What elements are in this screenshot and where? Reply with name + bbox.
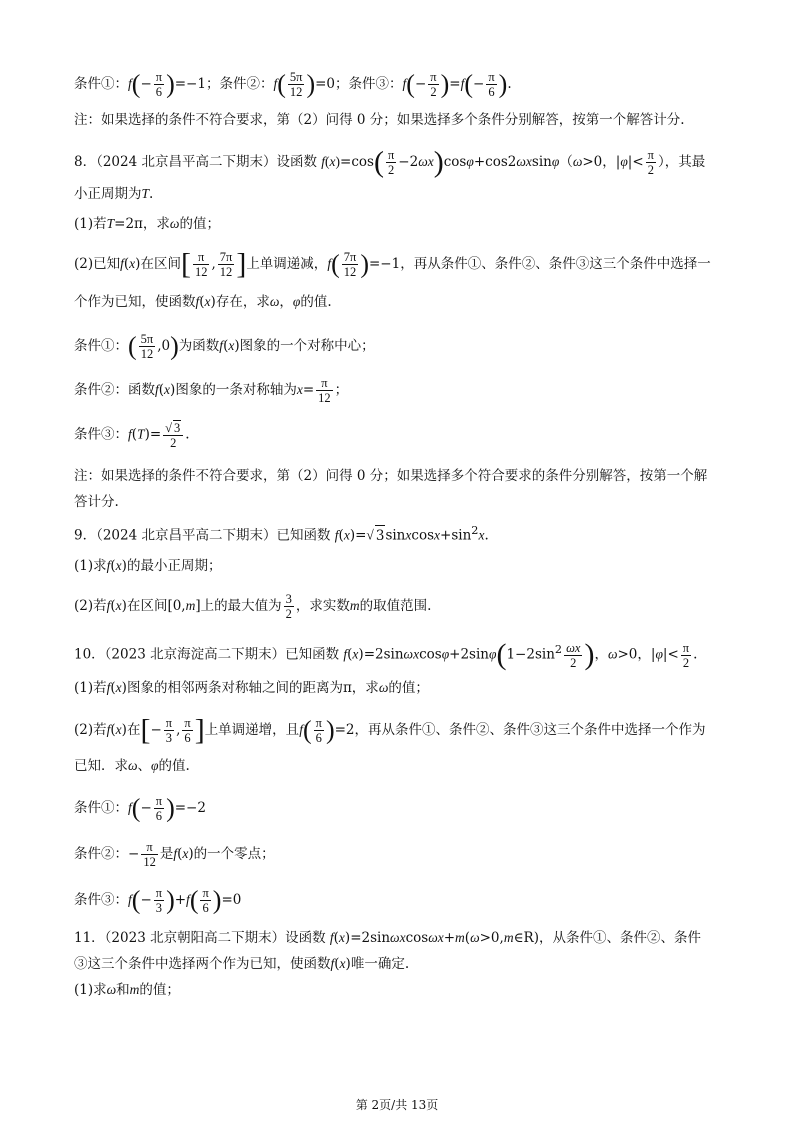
text-line: (2)若f(x)在区间[0,m]上的最大值为 $\frac{3}{2}$ ，求实数m的取值范围. [74, 592, 432, 621]
text-line: (1)若f(x)图象的相邻两条对称轴之间的距离为π，求ω的值； [74, 680, 429, 696]
question-9-header: 9．（2024 北京昌平高二下期末）已知函数 f(x)=√ $3sinxcosx+\sin^2x$. [74, 524, 489, 544]
note-text: 注：如果选择的条件不符合要求，第（2）问得 0 分；如果选择多个条件分别解答，按第一个解答计分. [74, 112, 685, 128]
text-line: 条件②：函数f(x)图象的一条对称轴为x= $\frac{\pi}{12}$ ； [74, 376, 349, 405]
text-line: ③这三个条件中选择两个作为已知，使函数f(x)唯一确定. [74, 956, 410, 972]
text-line: (2)已知f(x)在区间[ $\frac{\pi}{12}$ , $\frac{7\pi}{12}$ ]上单调递减，f( $\frac{7\pi}{12}$ )=−1，再从条件①、条件②、条件③这三个条件中选择一 [74, 247, 711, 281]
text-line: 条件①：f(− $\frac{\pi}{6}$ )=−1；条件②：f( $\frac{5\pi}{12}$ )=0；条件③：f(− $\frac{\pi}{2}$ )=f(− $\frac{\pi}{6}$ ). [74, 69, 512, 99]
question-10-header: 10．（2023 北京海淀高二下期末）已知函数 $f(x)=2\sin\omega xcos\varphi+2\sin\varphi(1-2\sin^2$ $\frac{\omega x}{2}$ )，ω>0，|φ|< $\frac{\pi}{2}$ . [74, 638, 698, 671]
text-line: 已知．求ω、φ的值. [74, 758, 190, 774]
note-text: 答计分. [74, 494, 119, 510]
text-line: 条件①：f(− $\frac{\pi}{6}$ )=−2 [74, 793, 206, 823]
text-line: (1)求f(x)的最小正周期； [74, 558, 222, 574]
page-footer: 第 2页/共 13页 [355, 1098, 439, 1112]
text-line: 条件①：( $\frac{5\pi}{12}$ ,0)为函数f(x)图象的一个对称中心； [74, 331, 375, 361]
text-line: 条件③：f(− $\frac{\pi}{3}$ )+f( $\frac{\pi}{6}$ )=0 [74, 885, 242, 915]
text-line: 条件③：f(T)= $\frac{√ 3}{2}$ . [74, 421, 190, 450]
question-11-header: 11．（2023 北京朝阳高二下期末）设函数 f(x)=2sinωxcosωx+m(ω>0,m∈R)，从条件①、条件②、条件 [74, 930, 701, 946]
question-8-header: 8．（2024 北京昌平高二下期末）设函数 f(x)=cos( $\frac{\pi}{2}$ −2ωx)cosφ+cos2ωxsinφ（ω>0，|φ|< $\frac{\pi}{2}$ ），其最 [74, 145, 706, 179]
text-line: 条件②：− $\frac{\pi}{12}$ 是f(x)的一个零点； [74, 840, 275, 869]
text-line: 小正周期为T. [74, 186, 154, 202]
text-line: 个作为已知，使函数f(x)存在，求ω，φ的值. [74, 294, 332, 310]
text-line: (1)求ω和m的值； [74, 982, 180, 998]
note-text: 注：如果选择的条件不符合要求，第（2）问得 0 分；如果选择多个符合要求的条件分别解答，按第一个解 [74, 468, 708, 484]
text-line: (1)若T=2π，求ω的值； [74, 216, 220, 232]
text-line: (2)若f(x)在[− $\frac{\pi}{3}$ , $\frac{\pi}{6}$ ]上单调递增，且f( $\frac{\pi}{6}$ )=2，再从条件①、条件②、条件③这三个条件中选择一个作为 [74, 713, 706, 747]
